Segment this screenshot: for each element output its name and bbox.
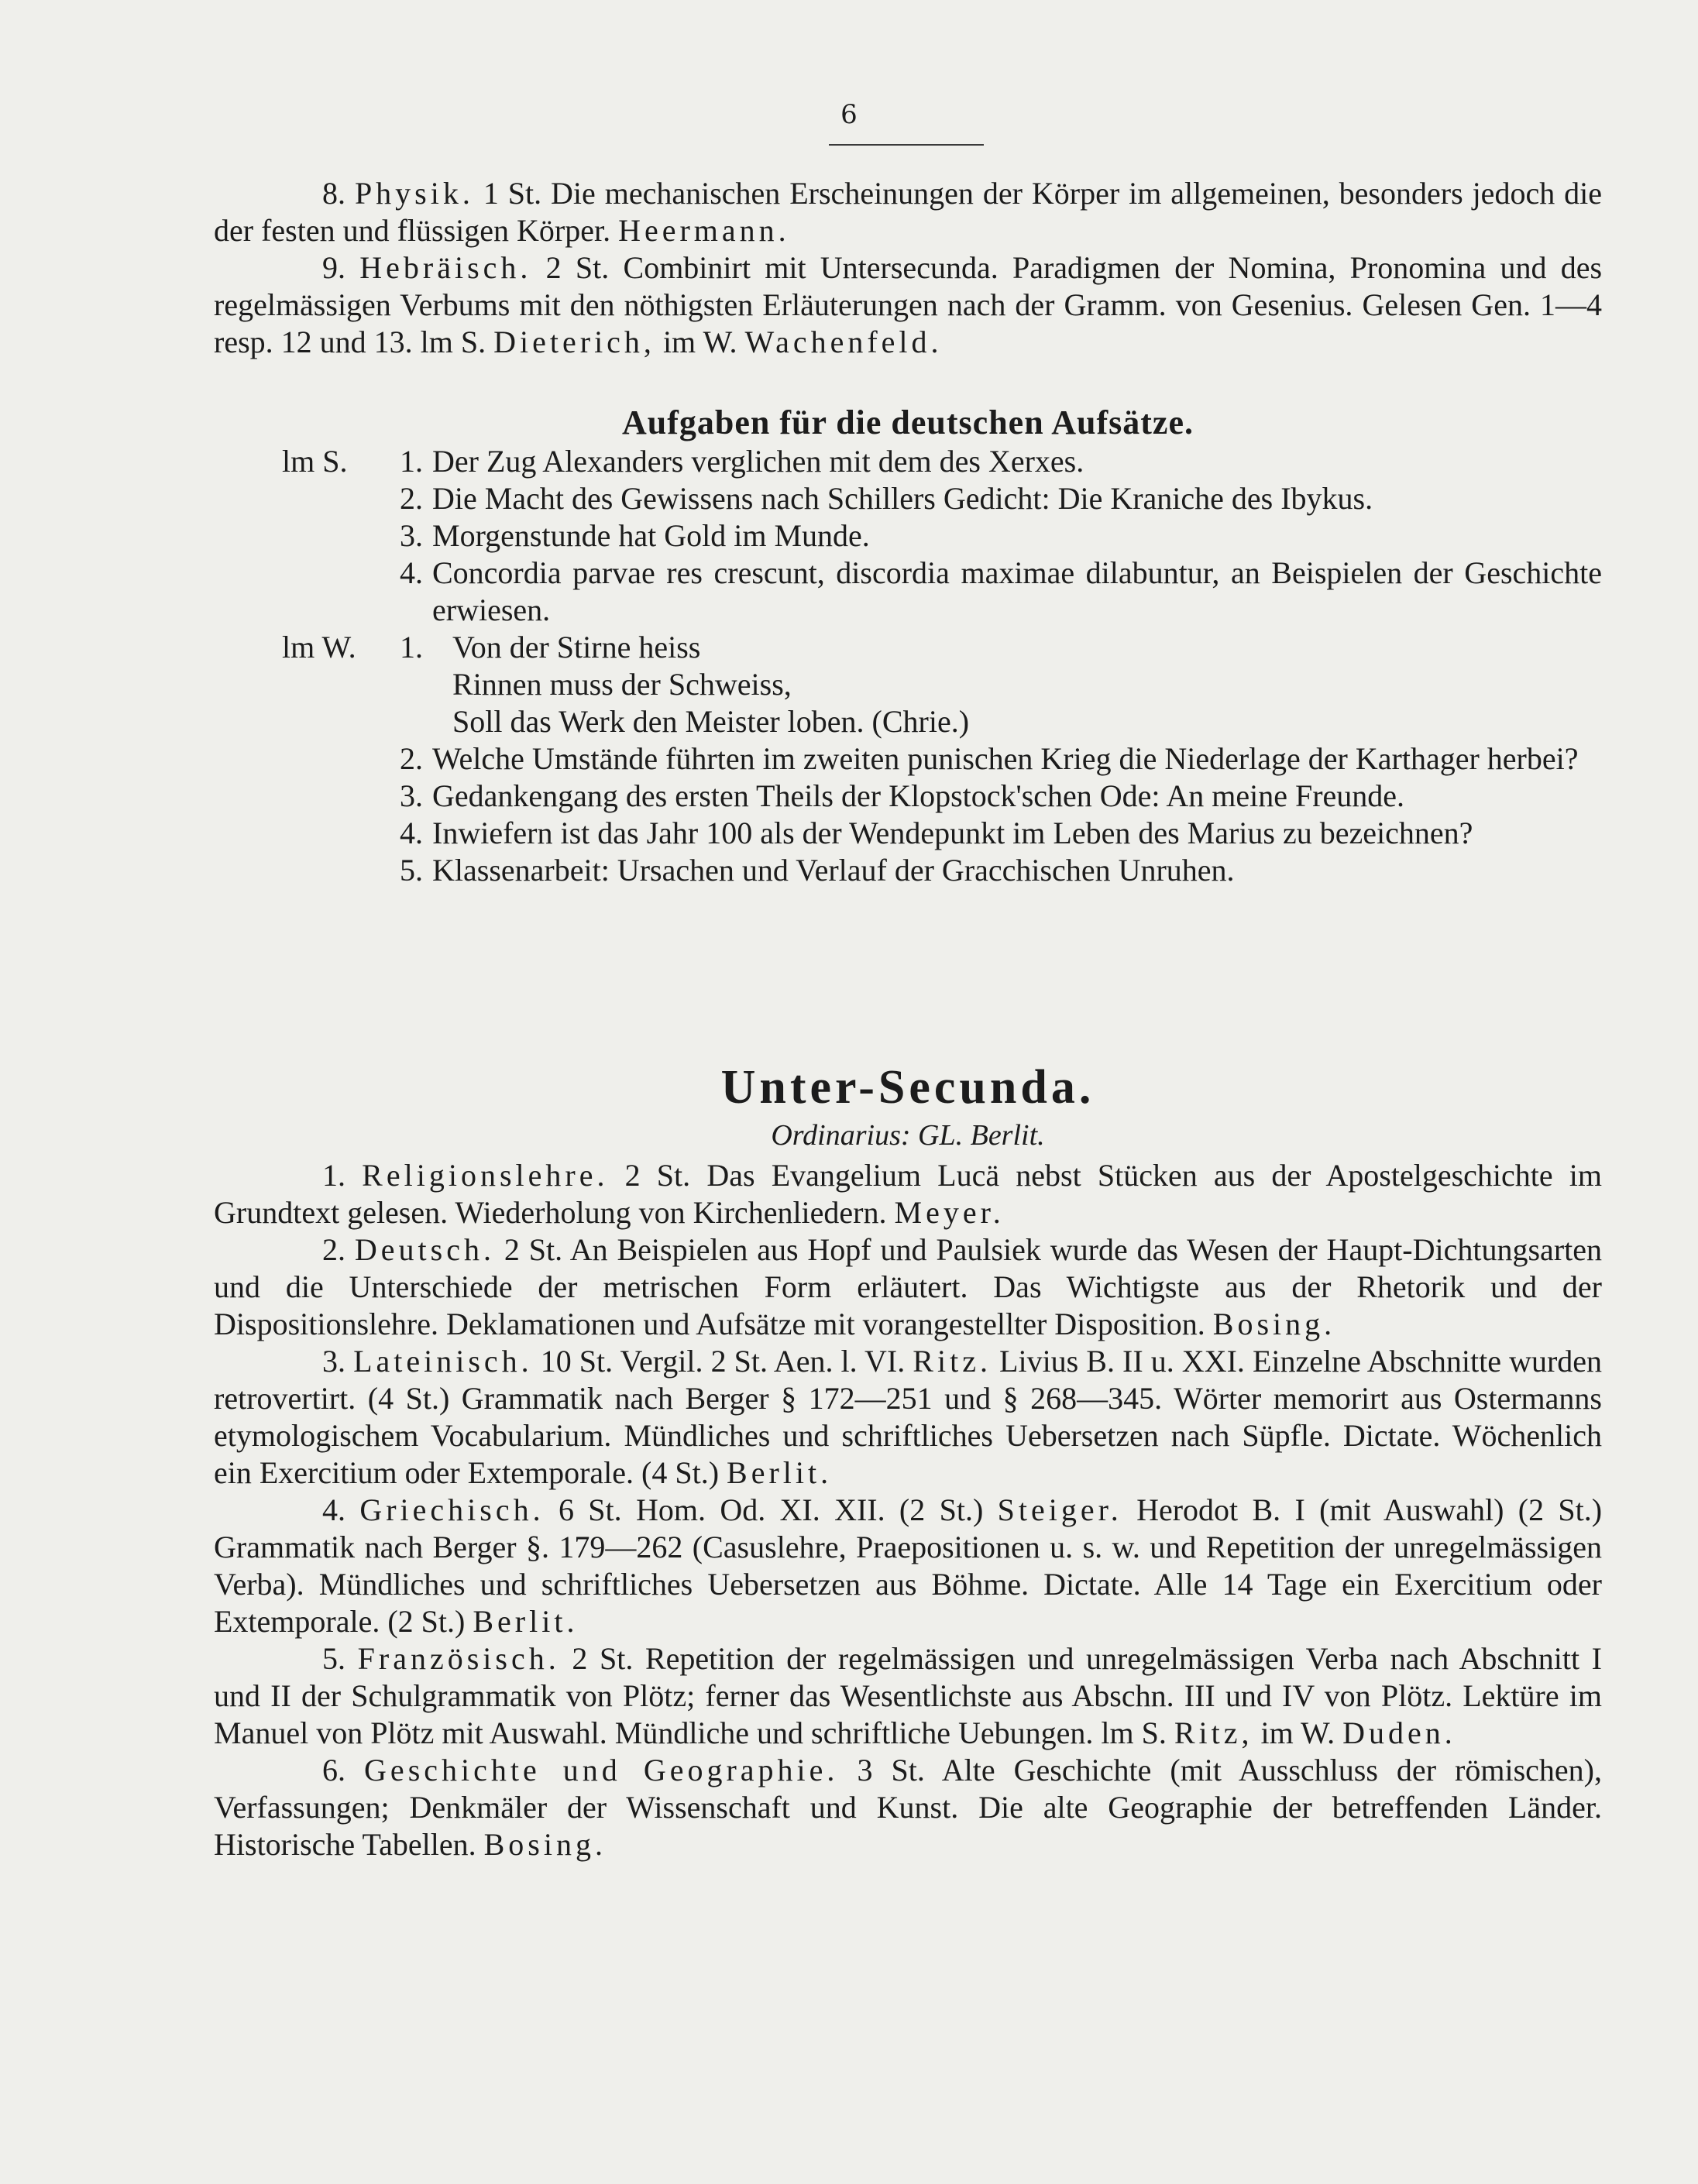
essay-item: 3. Gedankengang des ersten Theils der Klopstock'schen Ode: An meine Freunde. bbox=[400, 778, 1405, 813]
teacher-name: Ritz, bbox=[1174, 1715, 1253, 1750]
essay-item: 2. Welche Umstände führten im zweiten punischen Krieg die Niederlage der Karthager herbei? bbox=[400, 741, 1579, 776]
ordinarius: Ordinarius: GL. Berlit. bbox=[771, 1119, 1045, 1152]
class-title: Unter-Secunda. bbox=[720, 1061, 1095, 1114]
subject-name: Deutsch. bbox=[354, 1232, 495, 1267]
section-griechisch: 4. Griechisch. 6 St. Hom. Od. XI. XII. (2 St.) Steiger. Herodot B. I (mit Auswahl) (2 St.) Grammatik nach Berger §. 179—262 (Casuslehre, Praepositionen u. s. w. und Repetition der unregelmässigen Verba). Mündliches und schriftliches Uebersetzen aus Böhme. Dictate. Alle 14 Tage ein Exercitium oder Extemporale. (2 St.) Berlit. bbox=[214, 1492, 1603, 1639]
section-religion: 1. Religionslehre. 2 St. Das Evangelium Lucä nebst Stücken aus der Apostelgeschichte im Grundtext gelesen. Wiederholung von Kirchenliedern. Meyer. bbox=[214, 1158, 1603, 1230]
section-geschichte: 6. Geschichte und Geographie. 3 St. Alte Geschichte (mit Ausschluss der römischen), Verfassungen; Denkmäler der Wissenschaft und Kunst. Die alte Geographie der betreffenden Länder. Historische Tabellen. Bosing. bbox=[214, 1753, 1602, 1862]
essays-block bbox=[214, 404, 1602, 889]
essays-list bbox=[214, 443, 1602, 889]
page-number: 6 bbox=[840, 99, 858, 130]
teacher-name: Wachenfeld. bbox=[744, 325, 943, 359]
section-physik: 8. Physik. 1 St. Die mechanischen Erscheinungen der Körper im allgemeinen, besonders jedoch die der festen und flüssigen Körper. Heermann. bbox=[214, 176, 1602, 248]
top-sections bbox=[214, 175, 1602, 361]
essay-item: lm W. 1. Von der Stirne heiss bbox=[282, 630, 701, 664]
subject-name: Französisch. bbox=[357, 1641, 560, 1676]
section-hebraeisch: 9. Hebräisch. 2 St. Combinirt mit Untersecunda. Paradigmen der Nomina, Pronomina und des regelmässigen Verbums mit den nöthigsten Erläuterungen nach der Gramm. von Gesenius. Gelesen Gen. 1—4 resp. 12 und 13. lm S. Dieterich, im W. Wachenfeld. bbox=[214, 250, 1603, 359]
subject-name: Griechisch. bbox=[359, 1492, 545, 1527]
essay-item: 5. Klassenarbeit: Ursachen und Verlauf der Gracchischen Unruhen. bbox=[400, 853, 1235, 888]
teacher-name: Steiger. bbox=[997, 1492, 1122, 1527]
essay-poem-line: Rinnen muss der Schweiss, bbox=[452, 667, 792, 702]
subject-name: Religionslehre. bbox=[362, 1158, 609, 1193]
teacher-name: Meyer. bbox=[894, 1195, 1005, 1230]
teacher-name: Bosing. bbox=[1212, 1307, 1336, 1341]
section-deutsch: 2. Deutsch. 2 St. An Beispielen aus Hopf und Paulsiek wurde das Wesen der Haupt-Dichtungsarten und die Unterschiede der metrischen Form erläutert. Das Wichtigste aus der Rhetorik und der Dispositionslehre. Deklamationen und Aufsätze mit vorangestellter Disposition. Bosing. bbox=[214, 1232, 1602, 1341]
semester-label: lm W. bbox=[282, 630, 356, 664]
essay-item: lm S. 1. Der Zug Alexanders verglichen mit dem des Xerxes. bbox=[282, 444, 1084, 479]
header-rule bbox=[829, 144, 984, 146]
essay-item: 4. Inwiefern ist das Jahr 100 als der Wendepunkt im Leben des Marius zu bezeichnen? bbox=[400, 816, 1473, 850]
semester-label: lm S. bbox=[282, 444, 348, 479]
teacher-name: Berlit. bbox=[727, 1455, 833, 1490]
teacher-name: Bosing. bbox=[483, 1827, 607, 1862]
essay-item: 2. Die Macht des Gewissens nach Schillers Gedicht: Die Kraniche des Ibykus. bbox=[400, 481, 1373, 516]
teacher-name: Berlit. bbox=[473, 1604, 579, 1639]
subject-name: Hebräisch. bbox=[359, 250, 532, 285]
teacher-name: Dieterich, bbox=[493, 325, 655, 359]
essay-item: 4. Concordia parvae res crescunt, discordia maximae dilabuntur, an Beispielen der Geschichte erwiesen. bbox=[400, 555, 1602, 627]
essay-poem-line: Soll das Werk den Meister loben. (Chrie.) bbox=[452, 704, 970, 739]
teacher-name: Ritz. bbox=[913, 1344, 992, 1379]
essay-item: 3. Morgenstunde hat Gold im Munde. bbox=[400, 518, 870, 553]
subject-name: Physik. bbox=[354, 176, 474, 211]
class-block bbox=[214, 1058, 1602, 1863]
section-franzoesisch: 5. Französisch. 2 St. Repetition der regelmässigen und unregelmässigen Verba nach Abschnitt I und II der Schulgrammatik von Plötz; ferner das Wesentlichste aus Abschn. III und IV von Plötz. Lektüre im Manuel von Plötz mit Auswahl. Mündliche und schriftliche Uebungen. lm S. Ritz, im W. Duden. bbox=[214, 1641, 1602, 1750]
subject-name: Lateinisch. bbox=[353, 1344, 533, 1379]
subject-name: Geschichte und Geographie. bbox=[364, 1753, 839, 1787]
essays-heading: Aufgaben für die deutschen Aufsätze. bbox=[621, 403, 1194, 441]
teacher-name: Duden. bbox=[1342, 1715, 1456, 1750]
section-latein: 3. Lateinisch. 10 St. Vergil. 2 St. Aen. l. VI. Ritz. Livius B. II u. XXI. Einzelne Abschnitte wurden retrovertirt. (4 St.) Grammatik nach Berger § 172—251 und § 268—345. Wörter memorirt aus Ostermanns etymologischem Vocabularium. Mündliches und schriftliches Uebersetzen nach Süpfle. Dictate. Wöchenlich ein Exercitium oder Extemporale. (4 St.) Berlit. bbox=[214, 1344, 1603, 1490]
teacher-name: Heermann. bbox=[618, 213, 790, 248]
